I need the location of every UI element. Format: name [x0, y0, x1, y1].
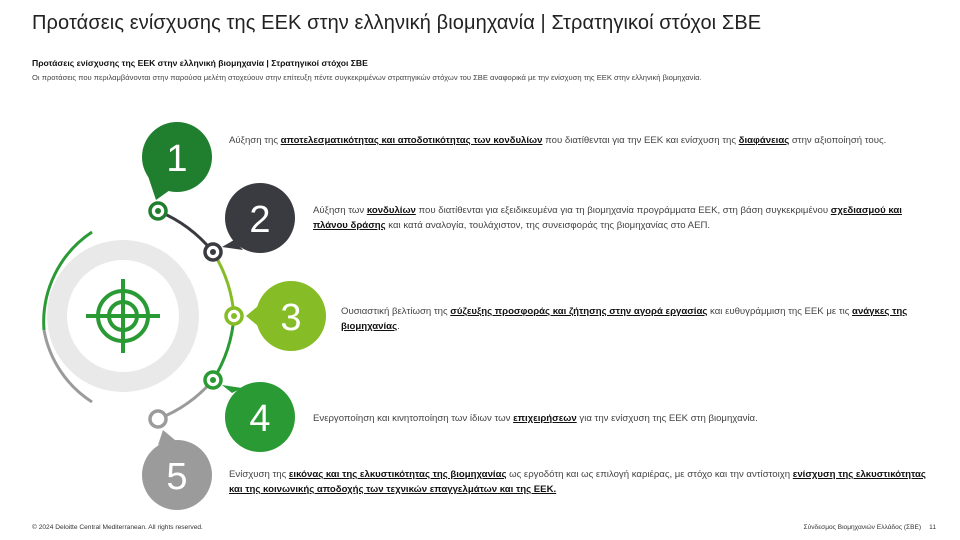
- bubble-3: [246, 281, 326, 351]
- arc-segment-4: [158, 380, 213, 419]
- goal-highlight-text: επιχειρήσεων: [513, 413, 577, 424]
- section-subtitle: Προτάσεις ενίσχυσης της ΕΕΚ στην ελληνική βιομηχανία | Στρατηγικοί στόχοι ΣΒΕ: [32, 58, 368, 68]
- goal-highlight-text: σύζευξης προσφοράς και ζήτησης στην αγορά εργασίας: [450, 306, 708, 317]
- goal-body-text: Αύξηση της: [229, 135, 281, 146]
- goal-body-text: και κατά αναλογία, τουλάχιστον, της συνεισφοράς της βιομηχανίας στο ΑΕΠ.: [385, 220, 711, 231]
- goal-4-text: [313, 411, 933, 426]
- bubble-2: [222, 183, 295, 253]
- node-2: [205, 244, 221, 260]
- goal-body-text: στην αξιοποίησή τους.: [789, 135, 887, 146]
- goal-body-text: που διατίθενται για εξειδικευμένα για τη βιομηχανία προγράμματα ΕΕΚ, στη βάση συγκεκριμένου: [415, 205, 831, 216]
- goal-body-text: Ουσιαστική βελτίωση της: [341, 306, 451, 317]
- arc-segment-1: [158, 211, 213, 252]
- bubble-number-5: 5: [166, 456, 188, 498]
- goal-highlight-text: εικόνας και της ελκυστικότητας της βιομηχανίας: [288, 469, 507, 480]
- goal-body-text: Ενίσχυση της: [229, 469, 289, 480]
- page-number: 11: [929, 524, 936, 531]
- goal-body-text: για την ενίσχυση της ΕΕΚ στη βιομηχανία.: [576, 413, 758, 424]
- node-4: [205, 372, 221, 388]
- bubble-5: [142, 430, 212, 510]
- goal-5-text: [229, 467, 929, 497]
- page-title: Προτάσεις ενίσχυσης της ΕΕΚ στην ελληνική βιομηχανία | Στρατηγικοί στόχοι ΣΒΕ: [32, 12, 762, 34]
- goal-body-text: .: [397, 321, 400, 332]
- goal-highlight-text: σχεδιασμού και πλάνου δράσης: [313, 205, 902, 231]
- bubble-1: [142, 122, 212, 200]
- intro-text: Οι προτάσεις που περιλαμβάνονται στην παρούσα μελέτη στοχεύουν στην επίτευξη πέντε συγκεκριμένων στρατηγικών στόχων του ΣΒΕ αναφορικά με την ενίσχυση της ΕΕΚ στην ελληνική βιομηχανία.: [32, 73, 702, 82]
- bubble-number-3: 3: [280, 297, 302, 339]
- goal-body-text: Αύξηση των: [313, 205, 367, 216]
- node-5: [150, 411, 166, 427]
- goal-3-text: [341, 304, 921, 334]
- goal-highlight-text: διαφάνειας: [738, 135, 790, 146]
- page-footer: [796, 524, 936, 531]
- goal-highlight-text: ενίσχυση της ελκυστικότητας και της κοινωνικής αποδοχής των τεχνικών επαγγελμάτων και της ΕΕΚ.: [229, 469, 926, 495]
- goal-body-text: που διατίθενται για την ΕΕΚ και ενίσχυση της: [542, 135, 739, 146]
- goal-highlight-text: ανάγκες της βιομηχανίας: [341, 306, 908, 332]
- arc-segment-2: [213, 252, 234, 316]
- goal-body-text: Ενεργοποίηση και κινητοποίηση των ίδιων των: [313, 413, 514, 424]
- bubble-number-2: 2: [249, 199, 271, 241]
- goal-highlight-text: κονδυλίων: [366, 205, 416, 216]
- bubble-number-4: 4: [249, 398, 271, 440]
- arc-segment-3: [213, 316, 234, 380]
- copyright-footer: © 2024 Deloitte Central Mediterranean. All rights reserved.: [32, 524, 203, 531]
- bubble-number-1: 1: [166, 138, 188, 180]
- bubble-4: [222, 382, 295, 452]
- goal-body-text: και ευθυγράμμιση της ΕΕΚ με τις: [707, 306, 853, 317]
- node-3: [226, 308, 242, 324]
- goal-body-text: ως εργοδότη και ως επιλογή καριέρας, με στόχο και την αντίστοιχη: [506, 469, 793, 480]
- org-name: Σύνδεσμος Βιομηχανιών Ελλάδος (ΣΒΕ): [803, 524, 922, 531]
- goal-2-text: [313, 203, 933, 233]
- goal-1-text: [229, 133, 899, 148]
- node-1: [150, 203, 166, 219]
- goal-highlight-text: αποτελεσματικότητας και αποδοτικότητας των κονδυλίων: [280, 135, 543, 146]
